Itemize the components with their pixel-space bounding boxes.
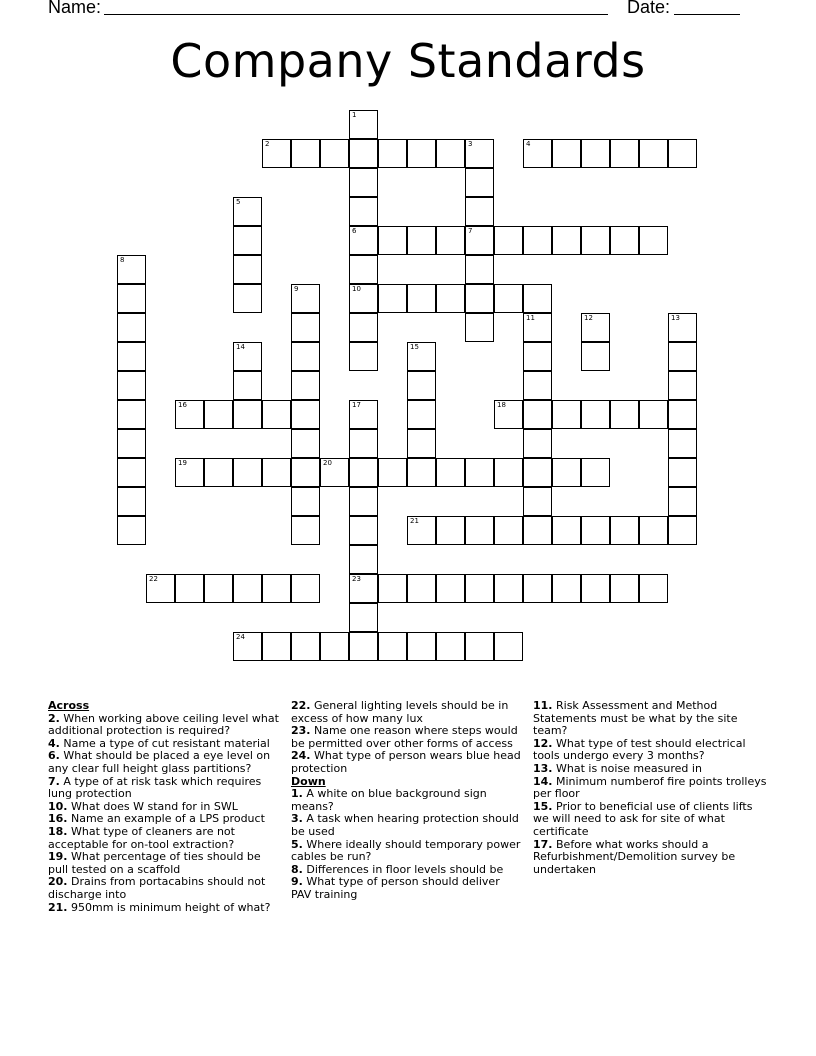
grid-cell[interactable]: [668, 400, 697, 429]
grid-cell[interactable]: [523, 284, 552, 313]
name-label: Name:: [48, 0, 102, 17]
grid-cell[interactable]: [349, 603, 378, 632]
grid-cell[interactable]: [407, 574, 436, 603]
grid-cell[interactable]: [436, 139, 465, 168]
clues-column-1: [48, 700, 280, 914]
grid-cell[interactable]: [668, 371, 697, 400]
clue-number-label: 20.: [48, 875, 68, 889]
grid-cell[interactable]: [291, 516, 320, 545]
grid-cell[interactable]: [465, 284, 494, 313]
grid-cell[interactable]: [349, 255, 378, 284]
grid-cell[interactable]: [407, 284, 436, 313]
clue-text: What type of cleaners are not acceptable for on-tool extraction?: [48, 824, 235, 851]
grid-cell[interactable]: [117, 284, 146, 313]
grid-cell[interactable]: [465, 574, 494, 603]
down-clue: [533, 801, 769, 839]
clue-text: General lighting levels should be in excess of how many lux: [291, 699, 509, 725]
grid-cell[interactable]: [349, 516, 378, 545]
across-clue: [48, 750, 280, 775]
clue-number: 14: [236, 343, 245, 351]
grid-cell[interactable]: [552, 139, 581, 168]
clue-number-label: 10.: [48, 799, 68, 813]
grid-cell[interactable]: [610, 516, 639, 545]
clues-column-3: [533, 700, 769, 876]
grid-cell[interactable]: [523, 429, 552, 458]
clue-number: 2: [265, 140, 270, 148]
grid-cell[interactable]: [494, 516, 523, 545]
clue-number: 13: [671, 314, 680, 322]
grid-cell[interactable]: [262, 139, 291, 168]
clue-number: 16: [178, 401, 187, 409]
grid-cell[interactable]: [349, 487, 378, 516]
grid-cell[interactable]: [465, 226, 494, 255]
grid-cell[interactable]: [407, 632, 436, 661]
clue-text: Prior to beneficial use of clients lifts we will need to ask for site of what certificate: [533, 799, 753, 838]
clue-number: 11: [526, 314, 535, 322]
grid-cell[interactable]: [349, 197, 378, 226]
grid-cell[interactable]: [146, 574, 175, 603]
grid-cell[interactable]: [465, 632, 494, 661]
grid-cell[interactable]: [668, 429, 697, 458]
grid-cell[interactable]: [523, 574, 552, 603]
grid-cell[interactable]: [320, 458, 349, 487]
grid-cell[interactable]: [407, 226, 436, 255]
clue-number: 22: [149, 575, 158, 583]
grid-cell[interactable]: [349, 313, 378, 342]
clue-text: What should be placed a eye level on any clear full height glass partitions?: [48, 749, 271, 775]
grid-cell[interactable]: [349, 574, 378, 603]
grid-cell[interactable]: [523, 458, 552, 487]
across-heading: Across: [48, 699, 90, 712]
clue-number-label: 17.: [533, 837, 553, 851]
clue-text: Where ideally should temporary power cables be run?: [291, 837, 521, 864]
grid-cell[interactable]: [407, 139, 436, 168]
down-clue: [533, 839, 769, 877]
grid-cell[interactable]: [581, 458, 610, 487]
clue-number-label: 24.: [291, 749, 311, 763]
grid-cell[interactable]: [233, 226, 262, 255]
clue-number-label: 9.: [291, 875, 303, 889]
grid-cell[interactable]: [639, 226, 668, 255]
clue-number: 1: [352, 111, 357, 119]
clue-text: Name an example of a LPS product: [71, 812, 265, 826]
grid-cell[interactable]: [465, 313, 494, 342]
grid-cell[interactable]: [320, 139, 349, 168]
grid-cell[interactable]: [233, 342, 262, 371]
grid-cell[interactable]: [320, 632, 349, 661]
grid-cell[interactable]: [233, 574, 262, 603]
clue-number-label: 6.: [48, 749, 60, 763]
clue-number-label: 5.: [291, 837, 303, 851]
grid-cell[interactable]: [436, 516, 465, 545]
grid-cell[interactable]: [349, 632, 378, 661]
date-label: Date:: [627, 0, 671, 17]
grid-cell[interactable]: [349, 545, 378, 574]
grid-cell[interactable]: [233, 400, 262, 429]
grid-cell[interactable]: [378, 284, 407, 313]
grid-cell[interactable]: [262, 632, 291, 661]
puzzle-title: Company Standards: [170, 34, 646, 88]
clue-number: 24: [236, 633, 245, 641]
clue-number: 9: [294, 285, 299, 293]
grid-cell[interactable]: [117, 400, 146, 429]
grid-cell[interactable]: [204, 400, 233, 429]
clue-number: 15: [410, 343, 419, 351]
grid-cell[interactable]: [291, 139, 320, 168]
grid-cell[interactable]: [465, 516, 494, 545]
across-clue: [48, 776, 280, 801]
grid-cell[interactable]: [204, 574, 233, 603]
across-clue: [291, 750, 521, 775]
grid-cell[interactable]: [523, 371, 552, 400]
grid-cell[interactable]: [668, 516, 697, 545]
grid-cell[interactable]: [233, 255, 262, 284]
grid-cell[interactable]: [581, 139, 610, 168]
clue-text: Risk Assessment and Method Statements must be what by the site team?: [533, 699, 738, 738]
grid-cell[interactable]: [349, 139, 378, 168]
grid-cell[interactable]: [581, 342, 610, 371]
grid-cell[interactable]: [436, 458, 465, 487]
grid-cell[interactable]: [639, 574, 668, 603]
grid-cell[interactable]: [349, 284, 378, 313]
clue-text: Name a type of cut resistant material: [63, 736, 270, 750]
across-clue: [48, 826, 280, 851]
clue-number: 3: [468, 140, 473, 148]
clue-number-label: 19.: [48, 850, 68, 864]
grid-cell[interactable]: [494, 284, 523, 313]
grid-cell[interactable]: [465, 197, 494, 226]
grid-cell[interactable]: [610, 139, 639, 168]
grid-cell[interactable]: [494, 632, 523, 661]
grid-cell[interactable]: [465, 168, 494, 197]
grid-cell[interactable]: [436, 632, 465, 661]
grid-cell[interactable]: [117, 487, 146, 516]
grid-cell[interactable]: [523, 516, 552, 545]
grid-cell[interactable]: [523, 342, 552, 371]
grid-cell[interactable]: [291, 371, 320, 400]
grid-cell[interactable]: [407, 342, 436, 371]
clue-number: 23: [352, 575, 361, 583]
clue-text: What type of person should deliver PAV training: [291, 875, 500, 901]
grid-cell[interactable]: [639, 516, 668, 545]
grid-cell[interactable]: [523, 487, 552, 516]
down-clue: [291, 788, 521, 813]
grid-cell[interactable]: [175, 458, 204, 487]
grid-cell[interactable]: [117, 429, 146, 458]
down-clue: [533, 700, 769, 738]
grid-cell[interactable]: [349, 400, 378, 429]
down-heading: Down: [291, 774, 326, 788]
clue-text: When working above ceiling level what additional protection is required?: [48, 711, 279, 738]
clue-number-label: 15.: [533, 799, 553, 813]
grid-cell[interactable]: [436, 226, 465, 255]
grid-cell[interactable]: [262, 400, 291, 429]
grid-cell[interactable]: [465, 139, 494, 168]
clue-text: Before what works should a Refurbishment/Demolition survey be undertaken: [533, 837, 736, 876]
grid-cell[interactable]: [610, 226, 639, 255]
across-clue: [291, 700, 521, 725]
clue-number-label: 14.: [533, 774, 553, 788]
grid-cell[interactable]: [117, 313, 146, 342]
grid-cell[interactable]: [233, 371, 262, 400]
clue-text: What does W stand for in SWL: [71, 799, 238, 813]
grid-cell[interactable]: [465, 255, 494, 284]
grid-cell[interactable]: [552, 516, 581, 545]
clue-number-label: 12.: [533, 736, 553, 750]
grid-cell[interactable]: [378, 632, 407, 661]
clue-text: A task when hearing protection should be used: [291, 812, 519, 838]
clue-number: 17: [352, 401, 361, 409]
grid-cell[interactable]: [610, 400, 639, 429]
clue-number: 21: [410, 517, 419, 525]
grid-cell[interactable]: [349, 429, 378, 458]
across-clue: [48, 851, 280, 876]
clue-number-label: 11.: [533, 699, 553, 712]
clue-number: 20: [323, 459, 332, 467]
grid-cell[interactable]: [117, 458, 146, 487]
grid-cell[interactable]: [117, 371, 146, 400]
clue-text: Drains from portacabins should not discharge into: [48, 875, 266, 901]
grid-cell[interactable]: [175, 574, 204, 603]
grid-cell[interactable]: [349, 458, 378, 487]
grid-cell[interactable]: [349, 168, 378, 197]
down-clue: [533, 776, 769, 801]
clue-text: What is noise measured in: [556, 761, 702, 775]
grid-cell[interactable]: [117, 342, 146, 371]
grid-cell[interactable]: [552, 574, 581, 603]
grid-cell[interactable]: [668, 458, 697, 487]
grid-cell[interactable]: [552, 226, 581, 255]
grid-cell[interactable]: [436, 574, 465, 603]
grid-cell[interactable]: [291, 487, 320, 516]
grid-cell[interactable]: [639, 139, 668, 168]
grid-cell[interactable]: [581, 400, 610, 429]
grid-cell[interactable]: [117, 516, 146, 545]
grid-cell[interactable]: [436, 284, 465, 313]
across-clue: [48, 902, 280, 915]
grid-cell[interactable]: [668, 342, 697, 371]
down-clue: [533, 738, 769, 763]
grid-cell[interactable]: [668, 313, 697, 342]
clue-text: A type of at risk task which requires lung protection: [48, 774, 262, 801]
grid-cell[interactable]: [581, 313, 610, 342]
clue-number: 19: [178, 459, 187, 467]
grid-cell[interactable]: [639, 400, 668, 429]
clue-number-label: 4.: [48, 736, 60, 750]
grid-cell[interactable]: [610, 574, 639, 603]
grid-cell[interactable]: [668, 139, 697, 168]
grid-cell[interactable]: [494, 458, 523, 487]
down-clue: [291, 813, 521, 838]
grid-cell[interactable]: [465, 458, 494, 487]
clue-number-label: 13.: [533, 761, 553, 775]
grid-cell[interactable]: [291, 574, 320, 603]
grid-cell[interactable]: [523, 226, 552, 255]
down-clue: [291, 839, 521, 864]
grid-cell[interactable]: [581, 516, 610, 545]
clue-number-label: 21.: [48, 900, 68, 914]
clue-number: 7: [468, 227, 473, 235]
grid-cell[interactable]: [523, 313, 552, 342]
grid-cell[interactable]: [523, 400, 552, 429]
clue-number: 18: [497, 401, 506, 409]
clue-number-label: 7.: [48, 774, 60, 788]
grid-cell[interactable]: [349, 110, 378, 139]
grid-cell[interactable]: [291, 342, 320, 371]
grid-cell[interactable]: [378, 574, 407, 603]
grid-cell[interactable]: [291, 429, 320, 458]
clue-number-label: 2.: [48, 711, 60, 725]
clue-number: 10: [352, 285, 361, 293]
grid-cell[interactable]: [378, 226, 407, 255]
clue-number-label: 3.: [291, 812, 303, 826]
clue-number: 12: [584, 314, 593, 322]
grid-cell[interactable]: [494, 400, 523, 429]
grid-cell[interactable]: [233, 458, 262, 487]
grid-cell[interactable]: [349, 226, 378, 255]
clue-number-label: 8.: [291, 862, 303, 876]
grid-cell[interactable]: [494, 226, 523, 255]
grid-cell[interactable]: [523, 139, 552, 168]
grid-cell[interactable]: [204, 458, 233, 487]
grid-cell[interactable]: [233, 632, 262, 661]
grid-cell[interactable]: [407, 429, 436, 458]
grid-cell[interactable]: [581, 226, 610, 255]
clue-number-label: 16.: [48, 812, 68, 826]
clue-text: 950mm is minimum height of what?: [71, 900, 271, 914]
clue-number: 6: [352, 227, 357, 235]
across-clue: [291, 725, 521, 750]
grid-cell[interactable]: [407, 516, 436, 545]
grid-cell[interactable]: [291, 632, 320, 661]
clue-text: What type of person wears blue head protection: [291, 749, 521, 775]
grid-cell[interactable]: [407, 458, 436, 487]
grid-cell[interactable]: [581, 574, 610, 603]
grid-cell[interactable]: [407, 371, 436, 400]
grid-cell[interactable]: [494, 574, 523, 603]
down-clue: [291, 876, 521, 901]
clue-number-label: 22.: [291, 699, 311, 712]
clue-text: Name one reason where steps would be permitted over other forms of access: [291, 724, 518, 750]
grid-cell[interactable]: [407, 400, 436, 429]
grid-cell[interactable]: [175, 400, 204, 429]
clues-column-2: [291, 700, 521, 902]
clue-number-label: 23.: [291, 724, 311, 738]
clue-text: What type of test should electrical tools undergo every 3 months?: [533, 736, 746, 763]
grid-cell[interactable]: [233, 284, 262, 313]
grid-cell[interactable]: [291, 458, 320, 487]
grid-cell[interactable]: [552, 458, 581, 487]
grid-cell[interactable]: [378, 139, 407, 168]
grid-cell[interactable]: [262, 574, 291, 603]
grid-cell[interactable]: [233, 197, 262, 226]
clue-text: What percentage of ties should be pull tested on a scaffold: [48, 850, 261, 876]
clue-number: 5: [236, 198, 241, 206]
grid-cell[interactable]: [668, 487, 697, 516]
grid-cell[interactable]: [291, 400, 320, 429]
clue-number: 8: [120, 256, 125, 264]
across-clue: [48, 876, 280, 901]
grid-cell[interactable]: [117, 255, 146, 284]
clue-text: A white on blue background sign means?: [291, 787, 487, 813]
grid-cell[interactable]: [262, 458, 291, 487]
grid-cell[interactable]: [291, 313, 320, 342]
clue-number-label: 1.: [291, 787, 303, 801]
grid-cell[interactable]: [378, 458, 407, 487]
clue-number: 4: [526, 140, 531, 148]
clue-number-label: 18.: [48, 824, 68, 838]
grid-cell[interactable]: [552, 400, 581, 429]
grid-cell[interactable]: [349, 342, 378, 371]
grid-cell[interactable]: [291, 284, 320, 313]
clue-text: Minimum numberof fire points trolleys per floor: [533, 774, 767, 801]
across-clue: [48, 713, 280, 738]
clue-text: Differences in floor levels should be: [306, 862, 504, 876]
